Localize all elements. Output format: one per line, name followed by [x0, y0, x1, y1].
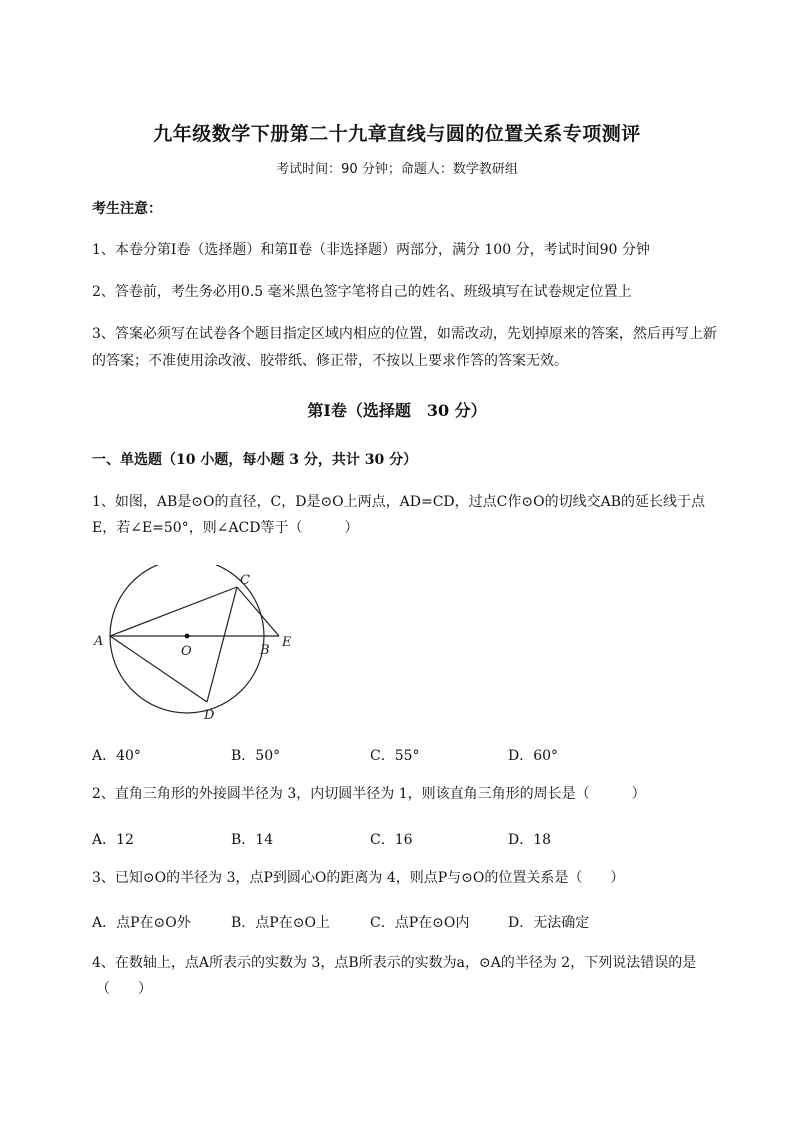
notice-item-2: 2、答卷前，考生务必用0.5 毫米黑色签字笔将自己的姓名、班级填写在试卷规定位置上 [92, 284, 632, 300]
question-1-option-a[interactable]: A．40° [92, 748, 141, 764]
question-2-option-c[interactable]: C．16 [370, 832, 413, 848]
question-3-option-b[interactable]: B．点P在⊙O上 [231, 915, 330, 931]
part-heading: 一、单选题（10 小题，每小题 3 分，共计 30 分） [92, 452, 418, 468]
section-title: 第Ⅰ卷（选择题 30 分） [307, 401, 487, 420]
label-b: B [260, 643, 270, 658]
notice-item-1: 1、本卷分第Ⅰ卷（选择题）和第Ⅱ卷（非选择题）两部分，满分 100 分，考试时间90 分钟 [92, 242, 650, 258]
notice-item-3-cont: 的答案；不准使用涂改液、胶带纸、修正带，不按以上要求作答的答案无效。 [92, 353, 568, 369]
question-2-option-a[interactable]: A．12 [92, 832, 134, 848]
question-3-option-a[interactable]: A．点P在⊙O外 [92, 915, 191, 931]
exam-title: 九年级数学下册第二十九章直线与圆的位置关系专项测评 [153, 123, 641, 145]
label-d: D [204, 708, 215, 723]
tangent-ce [237, 587, 279, 636]
question-4-line-1: 4、在数轴上，点A所表示的实数为 3，点B所表示的实数为a，⊙A的半径为 2，下列说法错误的是 [92, 955, 697, 971]
line-cd [207, 587, 237, 702]
label-a: A [94, 634, 104, 649]
question-1-line-2: E，若∠E=50°，则∠ACD等于（ ） [92, 520, 359, 536]
question-3-option-d[interactable]: D．无法确定 [508, 915, 590, 931]
question-1-line-1: 1、如图，AB是⊙O的直径，C，D是⊙O上两点，AD=CD，过点C作⊙O的切线交AB的延长线于点 [92, 494, 705, 510]
label-o: O [181, 644, 192, 659]
center-point [185, 634, 190, 639]
line-ac [110, 587, 237, 636]
line-ad [110, 636, 207, 702]
exam-subtitle: 考试时间：90 分钟；命题人：数学教研组 [276, 162, 518, 177]
question-3-option-c[interactable]: C．点P在⊙O内 [370, 915, 470, 931]
question-1-option-d[interactable]: D．60° [508, 748, 559, 764]
notice-item-3: 3、答案必须写在试卷各个题目指定区域内相应的位置，如需改动，先划掉原来的答案，然后再写上新 [92, 326, 717, 342]
question-2-option-b[interactable]: B．14 [231, 832, 274, 848]
question-3-line-1: 3、已知⊙O的半径为 3，点P到圆心O的距离为 4，则点P与⊙O的位置关系是（ ） [92, 870, 625, 886]
question-1-option-c[interactable]: C．55° [370, 748, 420, 764]
question-1-option-b[interactable]: B．50° [231, 748, 281, 764]
question-4-line-2: （ ） [96, 981, 152, 997]
circle-geometry-diagram [90, 565, 300, 730]
question-2-option-d[interactable]: D．18 [508, 832, 552, 848]
question-2-line-1: 2、直角三角形的外接圆半径为 3，内切圆半径为 1，则该直角三角形的周长是（ ） [92, 786, 646, 802]
label-e: E [282, 635, 292, 650]
label-c: C [240, 573, 250, 588]
notice-heading: 考生注意： [92, 201, 162, 217]
